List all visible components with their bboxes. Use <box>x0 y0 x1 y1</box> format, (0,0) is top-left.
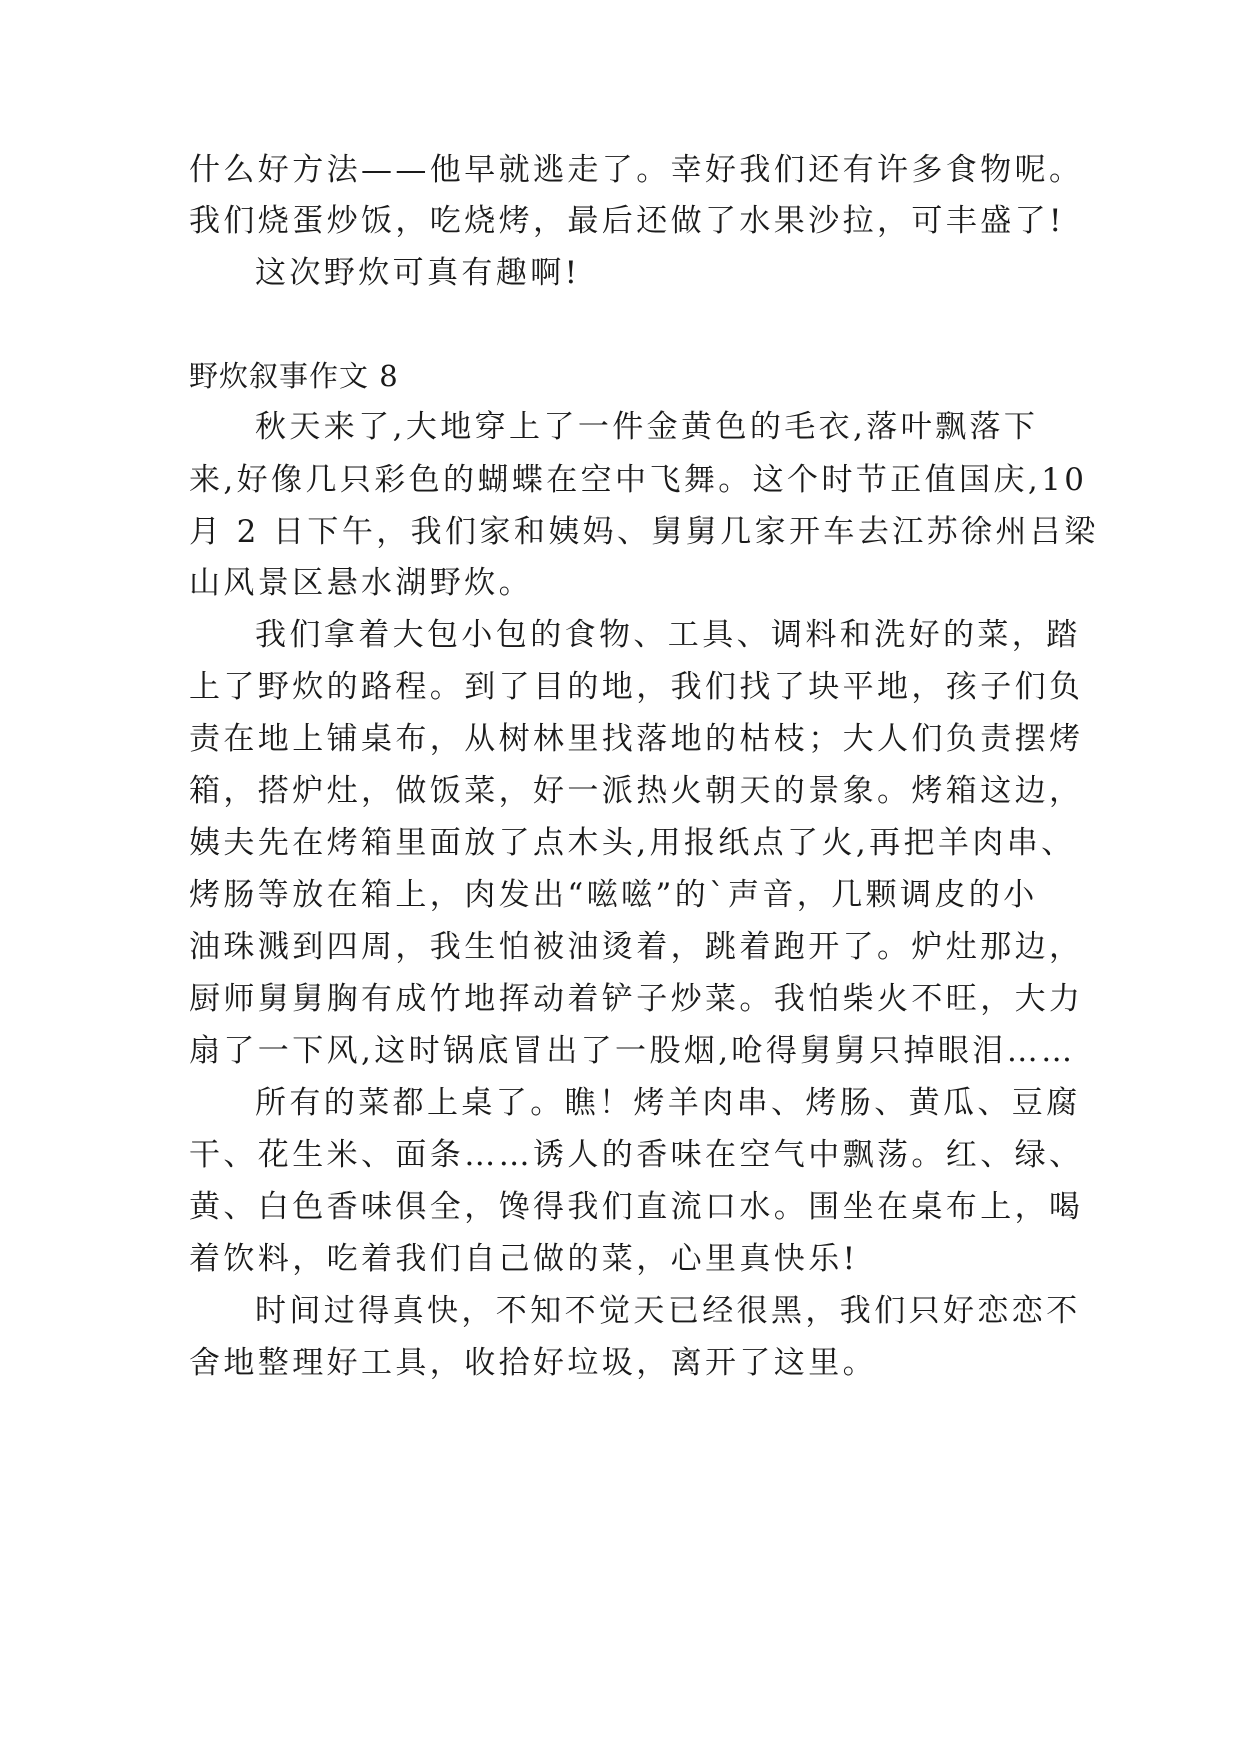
section-title: 野炊叙事作文 8 <box>189 359 399 393</box>
text-line: 来,好像几只彩色的蝴蝶在空中飞舞。这个时节正值国庆,10 <box>189 462 1088 498</box>
text-line: 姨夫先在烤箱里面放了点木头,用报纸点了火,再把羊肉串、 <box>189 825 1076 861</box>
text-line: 时间过得真快，不知不觉天已经很黑，我们只好恋恋不 <box>255 1293 1081 1329</box>
text-line: 我们拿着大包小包的食物、工具、调料和洗好的菜，踏 <box>255 617 1081 653</box>
text-line: 什么好方法——他早就逃走了。幸好我们还有许多食物呢。 <box>189 152 1084 188</box>
text-line: 厨师舅舅胸有成竹地挥动着铲子炒菜。我怕柴火不旺，大力 <box>189 981 1084 1017</box>
text-line: 黄、白色香味俱全，馋得我们直流口水。围坐在桌布上，喝 <box>189 1189 1084 1225</box>
text-line: 干、花生米、面条……诱人的香味在空气中飘荡。红、绿、 <box>189 1137 1084 1173</box>
text-line: 山风景区悬水湖野炊。 <box>189 565 533 601</box>
text-line: 月 2 日下午，我们家和姨妈、舅舅几家开车去江苏徐州吕梁 <box>189 514 1099 550</box>
text-line: 箱，搭炉灶，做饭菜，好一派热火朝天的景象。烤箱这边， <box>189 773 1084 809</box>
text-line: 油珠溅到四周，我生怕被油烫着，跳着跑开了。炉灶那边， <box>189 929 1084 965</box>
text-line: 舍地整理好工具，收拾好垃圾，离开了这里。 <box>189 1345 877 1381</box>
text-line: 着饮料，吃着我们自己做的菜，心里真快乐! <box>189 1241 859 1277</box>
text-line: 扇了一下风,这时锅底冒出了一股烟,呛得舅舅只掉眼泪…… <box>189 1033 1076 1069</box>
text-line: 烤肠等放在箱上，肉发出“嗞嗞”的`声音，几颗调皮的小 <box>189 877 1038 913</box>
text-line: 秋天来了,大地穿上了一件金黄色的毛衣,落叶飘落下 <box>255 409 1039 445</box>
text-line: 这次野炊可真有趣啊! <box>255 255 581 291</box>
text-line: 责在地上铺桌布，从树林里找落地的枯枝；大人们负责摆烤 <box>189 721 1084 757</box>
text-line: 我们烧蛋炒饭，吃烧烤，最后还做了水果沙拉，可丰盛了! <box>189 203 1065 239</box>
text-line: 所有的菜都上桌了。瞧！烤羊肉串、烤肠、黄瓜、豆腐 <box>255 1085 1081 1121</box>
text-line: 上了野炊的路程。到了目的地，我们找了块平地，孩子们负 <box>189 669 1084 705</box>
